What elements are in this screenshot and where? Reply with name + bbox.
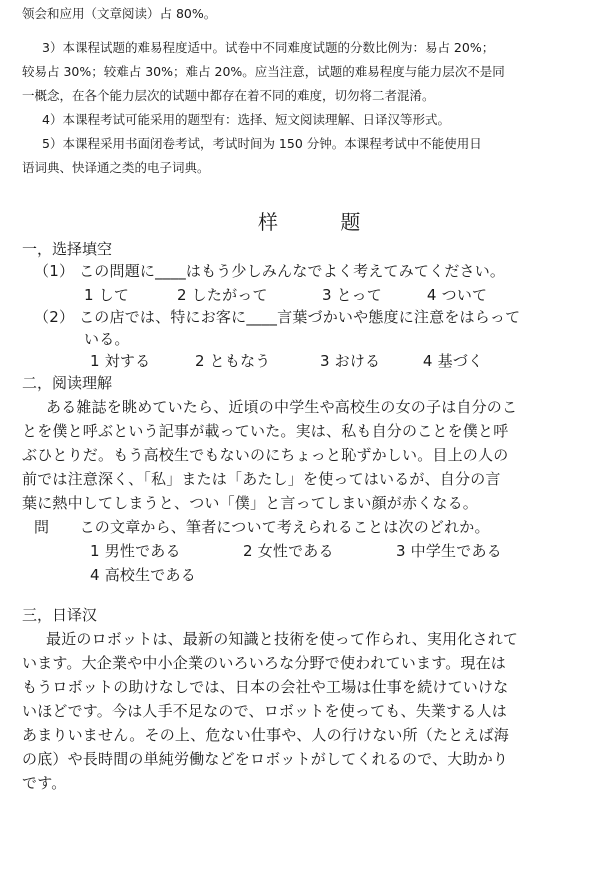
translation-passage-line-3: もうロボットの助けなしでは、日本の会社や工場は仕事を続けていけな	[22, 678, 509, 696]
translation-passage-line-1: 最近のロボットは、最新の知識と技術を使って作られ、実用化されて	[46, 630, 519, 648]
translation-passage-line-7: です。	[22, 774, 67, 792]
reading-option-2: 2 女性である	[242, 542, 334, 560]
reading-passage-line-4: 前では注意深く、「私」または「あたし」を使ってはいるが、自分の言	[22, 470, 501, 488]
section-1-heading: 一，选择填空	[22, 240, 113, 258]
reading-passage-line-3: ぶひとりだ。もう高校生でもないのにちょっと恥ずかしい。目上の人の	[22, 446, 509, 464]
page-title: 样 题	[258, 210, 389, 234]
translation-passage-line-2: います。大企業や中小企業のいろいろな分野で使われています。現在は	[22, 654, 507, 672]
q1-option-2: 2 したがって	[176, 286, 268, 304]
reading-option-3: 3 中学生である	[395, 542, 502, 560]
intro-para-4: 4）本课程考试可能采用的题型有：选择、短文阅读理解、日译汉等形式。	[42, 112, 450, 127]
reading-passage-line-5: 葉に熱中してしまうと、つい「僕」と言ってしまい顔が赤くなる。	[22, 494, 479, 512]
reading-question: 問 この文章から、筆者について考えられることは次のどれか。	[34, 518, 490, 536]
intro-para-3-line-3: 一概念，在各个能力层次的试题中都存在着不同的难度，切勿将二者混淆。	[22, 88, 435, 103]
intro-para-5-line-2: 语词典、快译通之类的电子词典。	[22, 160, 210, 175]
q2-option-1: 1 対する	[90, 352, 151, 370]
q1-option-3: 3 とって	[321, 286, 382, 304]
section-3-heading: 三，日译汉	[22, 606, 98, 624]
translation-passage-line-6: の底）や長時間の単純労働などをロボットがしてくれるので、大助かり	[22, 750, 509, 768]
question-2-text-line-2: いる。	[84, 330, 130, 348]
q1-option-1: 1 して	[84, 286, 130, 304]
intro-line-0: 领会和应用（文章阅读）占 80%。	[22, 6, 217, 21]
q2-option-4: 4 基づく	[422, 352, 484, 370]
q1-option-4: 4 ついて	[426, 286, 488, 304]
reading-options-row-1	[90, 540, 502, 562]
intro-para-5-line-1: 5）本课程采用书面闭卷考试，考试时间为 150 分钟。本课程考试中不能使用日	[42, 136, 482, 151]
reading-option-1: 1 男性である	[90, 542, 181, 560]
question-1-options	[84, 284, 487, 306]
intro-para-3-line-1: 3）本课程试题的难易程度适中。试卷中不同难度试题的分数比例为：易占 20%；	[42, 40, 495, 55]
translation-passage-line-4: いほどです。今は人手不足なので、ロボットを使っても、失業する人は	[22, 702, 507, 720]
question-2-text-line-1: （2） この店では、特にお客に____言葉づかいや態度に注意をはらって	[34, 308, 521, 326]
question-1-text: （1） この問題に____はもう少しみんなでよく考えてみてください。	[34, 262, 506, 280]
translation-passage-line-5: あまりいません。その上、危ない仕事や、人の行けない所（たとえば海	[22, 726, 510, 744]
reading-passage-line-1: ある雑誌を眺めていたら、近頃の中学生や高校生の女の子は自分のこ	[46, 398, 518, 416]
q2-option-2: 2 ともなう	[194, 352, 271, 370]
q2-option-3: 3 おける	[319, 352, 381, 370]
reading-option-4: 4 高校生である	[90, 566, 196, 584]
section-2-heading: 二，阅读理解	[22, 374, 113, 392]
intro-para-3-line-2: 较易占 30%；较难占 30%；难占 20%。应当注意，试题的难易程度与能力层次不是同	[22, 64, 505, 79]
reading-passage-line-2: とを僕と呼ぶという記事が載っていた。実は、私も自分のことを僕と呼	[22, 422, 509, 440]
question-2-options	[90, 350, 483, 372]
